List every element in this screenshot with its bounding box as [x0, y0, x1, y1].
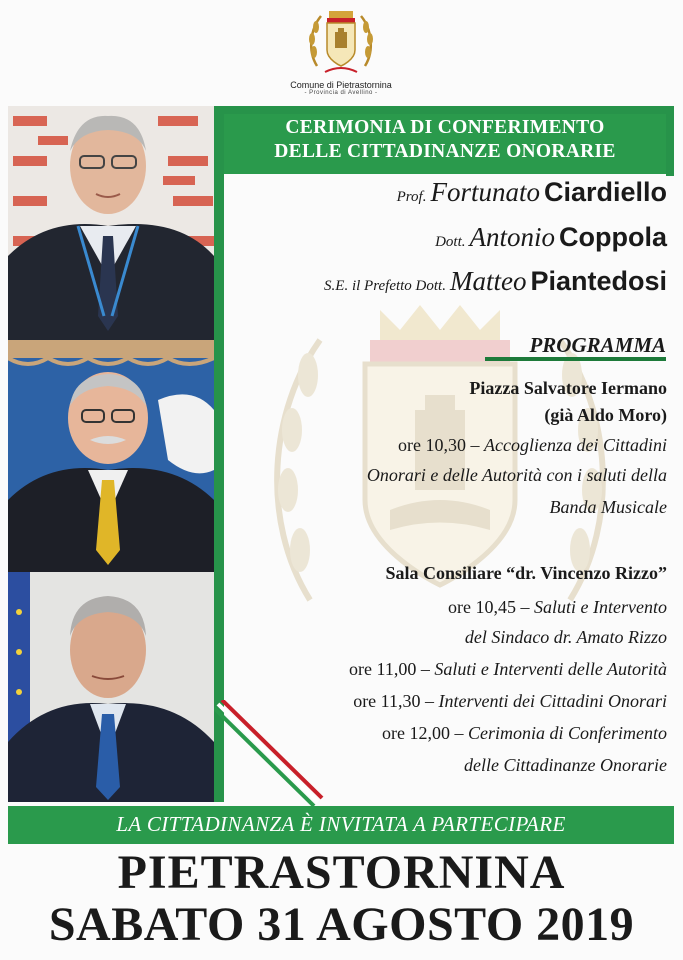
schedule-time: ore 10,30 –	[398, 435, 480, 455]
municipal-crest-logo	[303, 6, 379, 80]
schedule-desc: Cerimonia di Conferimento	[468, 723, 667, 743]
schedule-time: ore 10,45 –	[448, 597, 530, 617]
honoree-3-last-name: Piantedosi	[530, 266, 667, 296]
schedule-item	[398, 435, 667, 456]
portrait-photo-ciardiello	[8, 106, 214, 340]
honoree-2	[435, 222, 667, 253]
schedule-item	[367, 465, 667, 486]
tricolour-ribbon	[214, 700, 324, 810]
frame-top	[214, 106, 674, 114]
schedule-desc: Saluti e Intervento	[534, 597, 667, 617]
honoree-1	[397, 177, 667, 208]
venue-1-note: (già Aldo Moro)	[544, 405, 667, 425]
frame-right-edge	[666, 106, 674, 176]
schedule-desc: Banda Musicale	[549, 497, 667, 517]
frame-divider	[214, 106, 224, 802]
honoree-1-title: Prof.	[396, 189, 427, 205]
honoree-2-first-name: Antonio	[469, 222, 555, 252]
invitation-text: LA CITTADINANZA È INVITATA A PARTECIPARE	[116, 812, 566, 836]
honoree-3-first-name: Matteo	[449, 266, 527, 296]
schedule-desc: Saluti e Interventi delle Autorità	[434, 659, 667, 679]
schedule-item	[550, 497, 667, 518]
schedule-time: ore 12,00 –	[382, 723, 464, 743]
honoree-2-last-name: Coppola	[559, 222, 667, 252]
schedule-item	[465, 627, 667, 648]
venue-1-name: Piazza Salvatore Iermano	[469, 378, 667, 398]
schedule-desc: Interventi dei Cittadini Onorari	[438, 691, 667, 711]
schedule-desc: Accoglienza dei Cittadini	[484, 435, 667, 455]
honoree-2-title: Dott.	[435, 234, 466, 250]
town-name: PIETRASTORNINA	[117, 846, 566, 899]
title-line-2: DELLE CITTADINANZE ONORARIE	[274, 141, 616, 162]
schedule-item	[353, 691, 667, 712]
programma-heading: PROGRAMMA	[529, 333, 666, 357]
title-line-1: CERIMONIA DI CONFERIMENTO	[285, 117, 605, 138]
honoree-1-last-name: Ciardiello	[543, 177, 667, 207]
schedule-time: ore 11,00 –	[349, 659, 430, 679]
schedule-item	[349, 659, 667, 680]
schedule-desc: del Sindaco dr. Amato Rizzo	[464, 627, 667, 647]
schedule-item	[382, 723, 667, 744]
municipality-name: Comune di Pietrastornina	[290, 80, 392, 90]
event-date: SABATO 31 AGOSTO 2019	[48, 898, 635, 951]
schedule-item	[448, 597, 667, 618]
programma-underline	[485, 357, 666, 361]
honoree-3-title: S.E. il Prefetto Dott.	[324, 278, 446, 294]
honoree-3	[324, 266, 667, 297]
schedule-time: ore 11,30 –	[353, 691, 435, 711]
province-name: - Provincia di Avellino -	[304, 90, 378, 96]
schedule-desc: Onorari e delle Autorità con i saluti della	[366, 465, 667, 485]
portrait-photo-coppola	[8, 340, 214, 572]
schedule-item	[464, 755, 667, 776]
portrait-photo-piantedosi	[8, 572, 214, 802]
venue-2-name: Sala Consiliare “dr. Vincenzo Rizzo”	[385, 563, 667, 583]
honoree-1-first-name: Fortunato	[430, 177, 540, 207]
schedule-desc: delle Cittadinanze Onorarie	[464, 755, 667, 775]
